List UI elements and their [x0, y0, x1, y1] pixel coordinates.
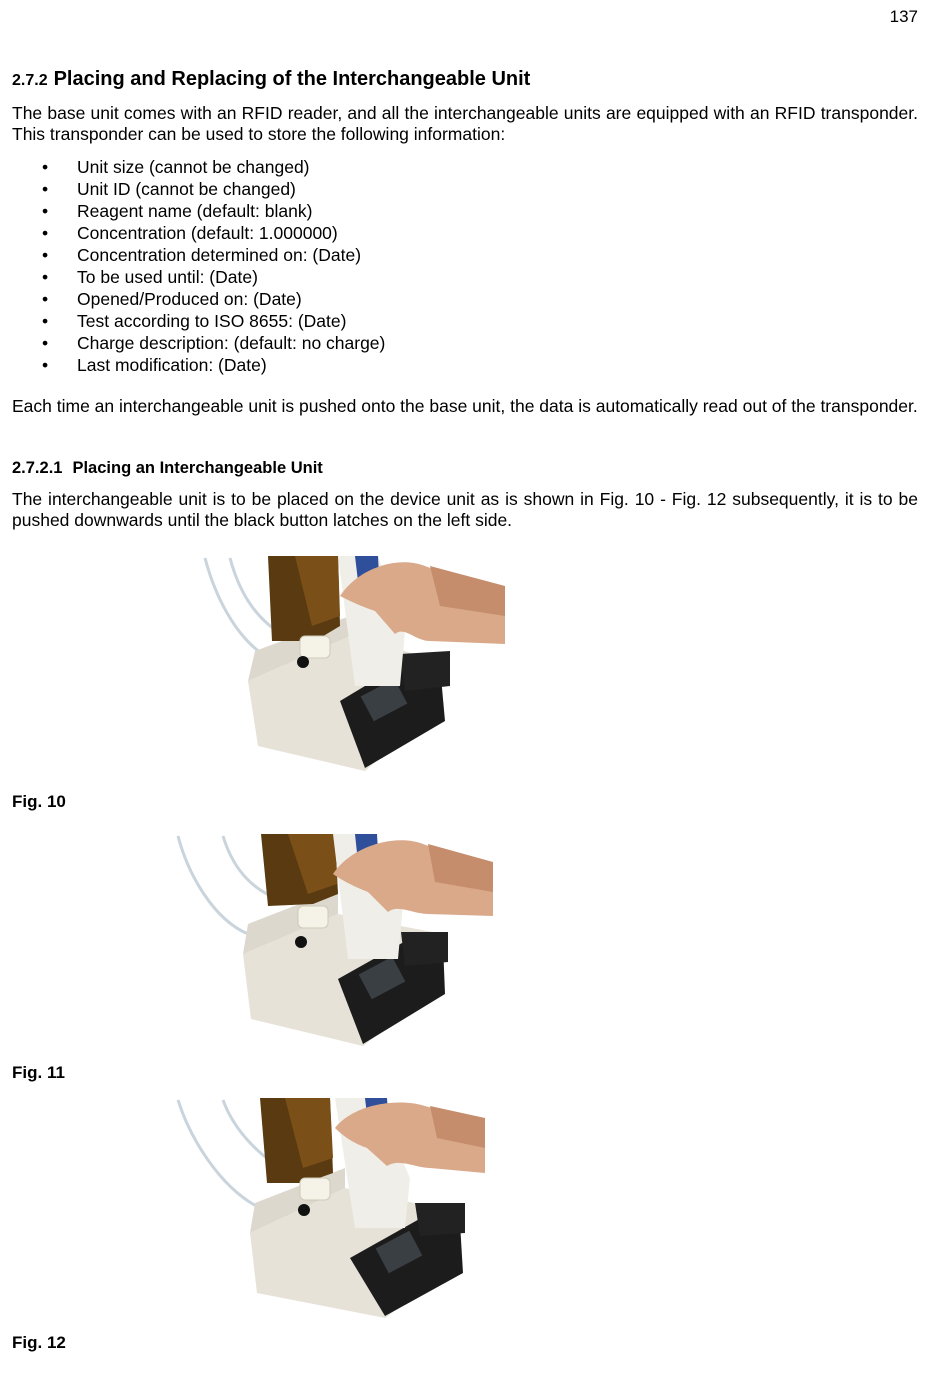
placing-paragraph: The interchangeable unit is to be placed on the device unit as is shown in Fig. 10 - Fig. 12 subsequently, it is to be pushed downwards until the black button latches on the left side. — [12, 489, 918, 530]
fig11-label: Fig. 11 — [12, 1063, 65, 1082]
fig12-photo — [175, 1098, 485, 1320]
section-number: 2.7.2 — [12, 72, 48, 89]
list-item: • Charge description: (default: no charge) — [40, 332, 385, 354]
section-heading — [12, 68, 530, 91]
fig10-label: Fig. 10 — [12, 792, 66, 811]
subsection-number: 2.7.2.1 — [12, 459, 63, 477]
list-item: • Unit ID (cannot be changed) — [40, 178, 385, 200]
section-title: Placing and Replacing of the Interchangeable Unit — [53, 68, 531, 90]
list-item: • Last modification: (Date) — [40, 354, 385, 376]
list-item: • Opened/Produced on: (Date) — [40, 288, 385, 310]
fig10-photo — [200, 556, 510, 776]
fig11-photo — [173, 834, 498, 1049]
subsection-heading — [12, 459, 323, 478]
list-item: • Unit size (cannot be changed) — [40, 156, 385, 178]
list-item: • Concentration (default: 1.000000) — [40, 222, 385, 244]
page-number: 137 — [889, 7, 918, 26]
list-item: • Reagent name (default: blank) — [40, 200, 385, 222]
intro-paragraph: The base unit comes with an RFID reader, and all the interchangeable units are equipped with an RFID transponder. This transponder can be used to store the following information: — [12, 103, 918, 144]
list-item: • Concentration determined on: (Date) — [40, 244, 385, 266]
rfid-info-list — [40, 156, 385, 376]
fig12-label: Fig. 12 — [12, 1333, 66, 1352]
list-item: • Test according to ISO 8655: (Date) — [40, 310, 385, 332]
subsection-title: Placing an Interchangeable Unit — [72, 459, 323, 477]
list-item: • To be used until: (Date) — [40, 266, 385, 288]
transponder-paragraph: Each time an interchangeable unit is pushed onto the base unit, the data is automatically read out of the transponder. — [12, 396, 918, 416]
